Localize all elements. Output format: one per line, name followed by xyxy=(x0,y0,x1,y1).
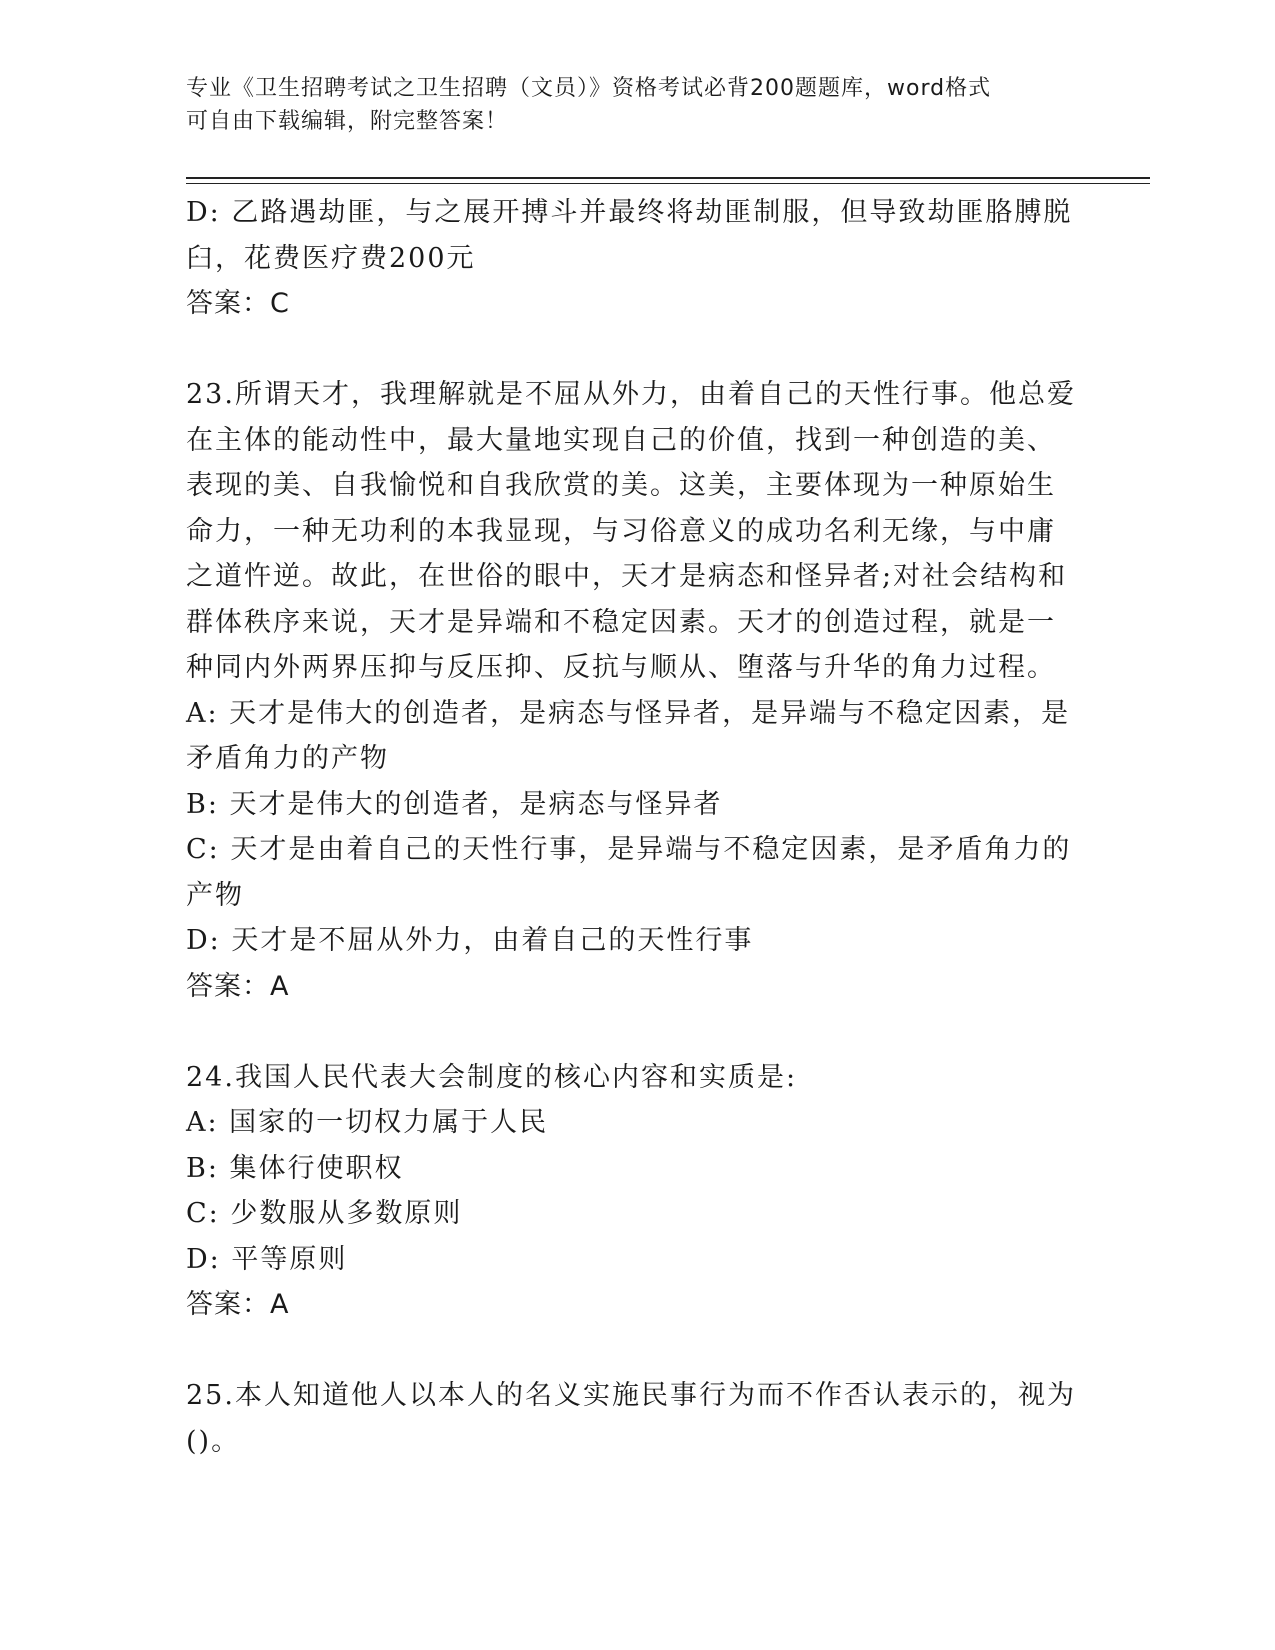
answer-label: 答案：C xyxy=(186,288,290,319)
question-stem-line: 23.所谓天才，我理解就是不屈从外力，由着自己的天性行事。他总爱 xyxy=(186,379,1076,410)
question-23 xyxy=(186,372,1086,1009)
question-stem-line: 25.本人知道他人以本人的名义实施民事行为而不作否认表示的，视为 xyxy=(186,1380,1076,1411)
answer-label: 答案：A xyxy=(186,1289,290,1320)
spacer xyxy=(186,1328,1086,1374)
question-stem-line: 种同内外两界压抑与反压抑、反抗与顺从、堕落与升华的角力过程。 xyxy=(186,652,1056,683)
option-d: D: 天才是不屈从外力，由着自己的天性行事 xyxy=(186,925,754,956)
spacer xyxy=(186,1009,1086,1055)
option-c: C: 天才是由着自己的天性行事，是异端与不稳定因素，是矛盾角力的 xyxy=(186,834,1072,865)
option-c: C: 少数服从多数原则 xyxy=(186,1198,463,1229)
question-25 xyxy=(186,1373,1086,1464)
question-stem-line: 命力，一种无功利的本我显现，与习俗意义的成功名利无缘，与中庸 xyxy=(186,515,1056,547)
answer-label: 答案：A xyxy=(186,970,290,1002)
question-stem: 24.我国人民代表大会制度的核心内容和实质是: xyxy=(186,1061,798,1093)
spacer xyxy=(186,327,1086,373)
option-d-continuation: 臼，花费医疗费200元 xyxy=(186,242,476,274)
question-22-tail xyxy=(186,190,1086,327)
option-a-continuation: 矛盾角力的产物 xyxy=(186,743,389,774)
header-divider-thick xyxy=(186,177,1150,179)
question-stem-line: 表现的美、自我愉悦和自我欣赏的美。这美，主要体现为一种原始生 xyxy=(186,470,1056,501)
option-b: B: 集体行使职权 xyxy=(186,1152,404,1184)
option-a: A: 国家的一切权力属于人民 xyxy=(186,1107,549,1138)
option-d: D: 乙路遇劫匪，与之展开搏斗并最终将劫匪制服，但导致劫匪胳膊脱 xyxy=(186,197,1073,228)
option-d: D: 平等原则 xyxy=(186,1243,348,1275)
page-header xyxy=(186,72,1086,138)
header-title-line-2: 可自由下载编辑，附完整答案！ xyxy=(186,109,509,134)
option-c-continuation: 产物 xyxy=(186,879,244,911)
question-24 xyxy=(186,1055,1086,1328)
option-a: A: 天才是伟大的创造者，是病态与怪异者，是异端与不稳定因素，是 xyxy=(186,697,1071,729)
question-stem-line: 群体秩序来说，天才是异端和不稳定因素。天才的创造过程，就是一 xyxy=(186,606,1056,638)
question-stem-line: 之道忤逆。故此，在世俗的眼中，天才是病态和怪异者;对社会结构和 xyxy=(186,561,1068,592)
header-title-line-1: 专业《卫生招聘考试之卫生招聘（文员）》资格考试必背200题题库，word格式 xyxy=(186,76,992,101)
question-stem-line: ()。 xyxy=(186,1425,241,1457)
question-stem-line: 在主体的能动性中，最大量地实现自己的价值，找到一种创造的美、 xyxy=(186,424,1056,456)
option-b: B: 天才是伟大的创造者，是病态与怪异者 xyxy=(186,788,723,820)
header-divider-thin xyxy=(186,183,1150,184)
question-content xyxy=(186,190,1086,1464)
